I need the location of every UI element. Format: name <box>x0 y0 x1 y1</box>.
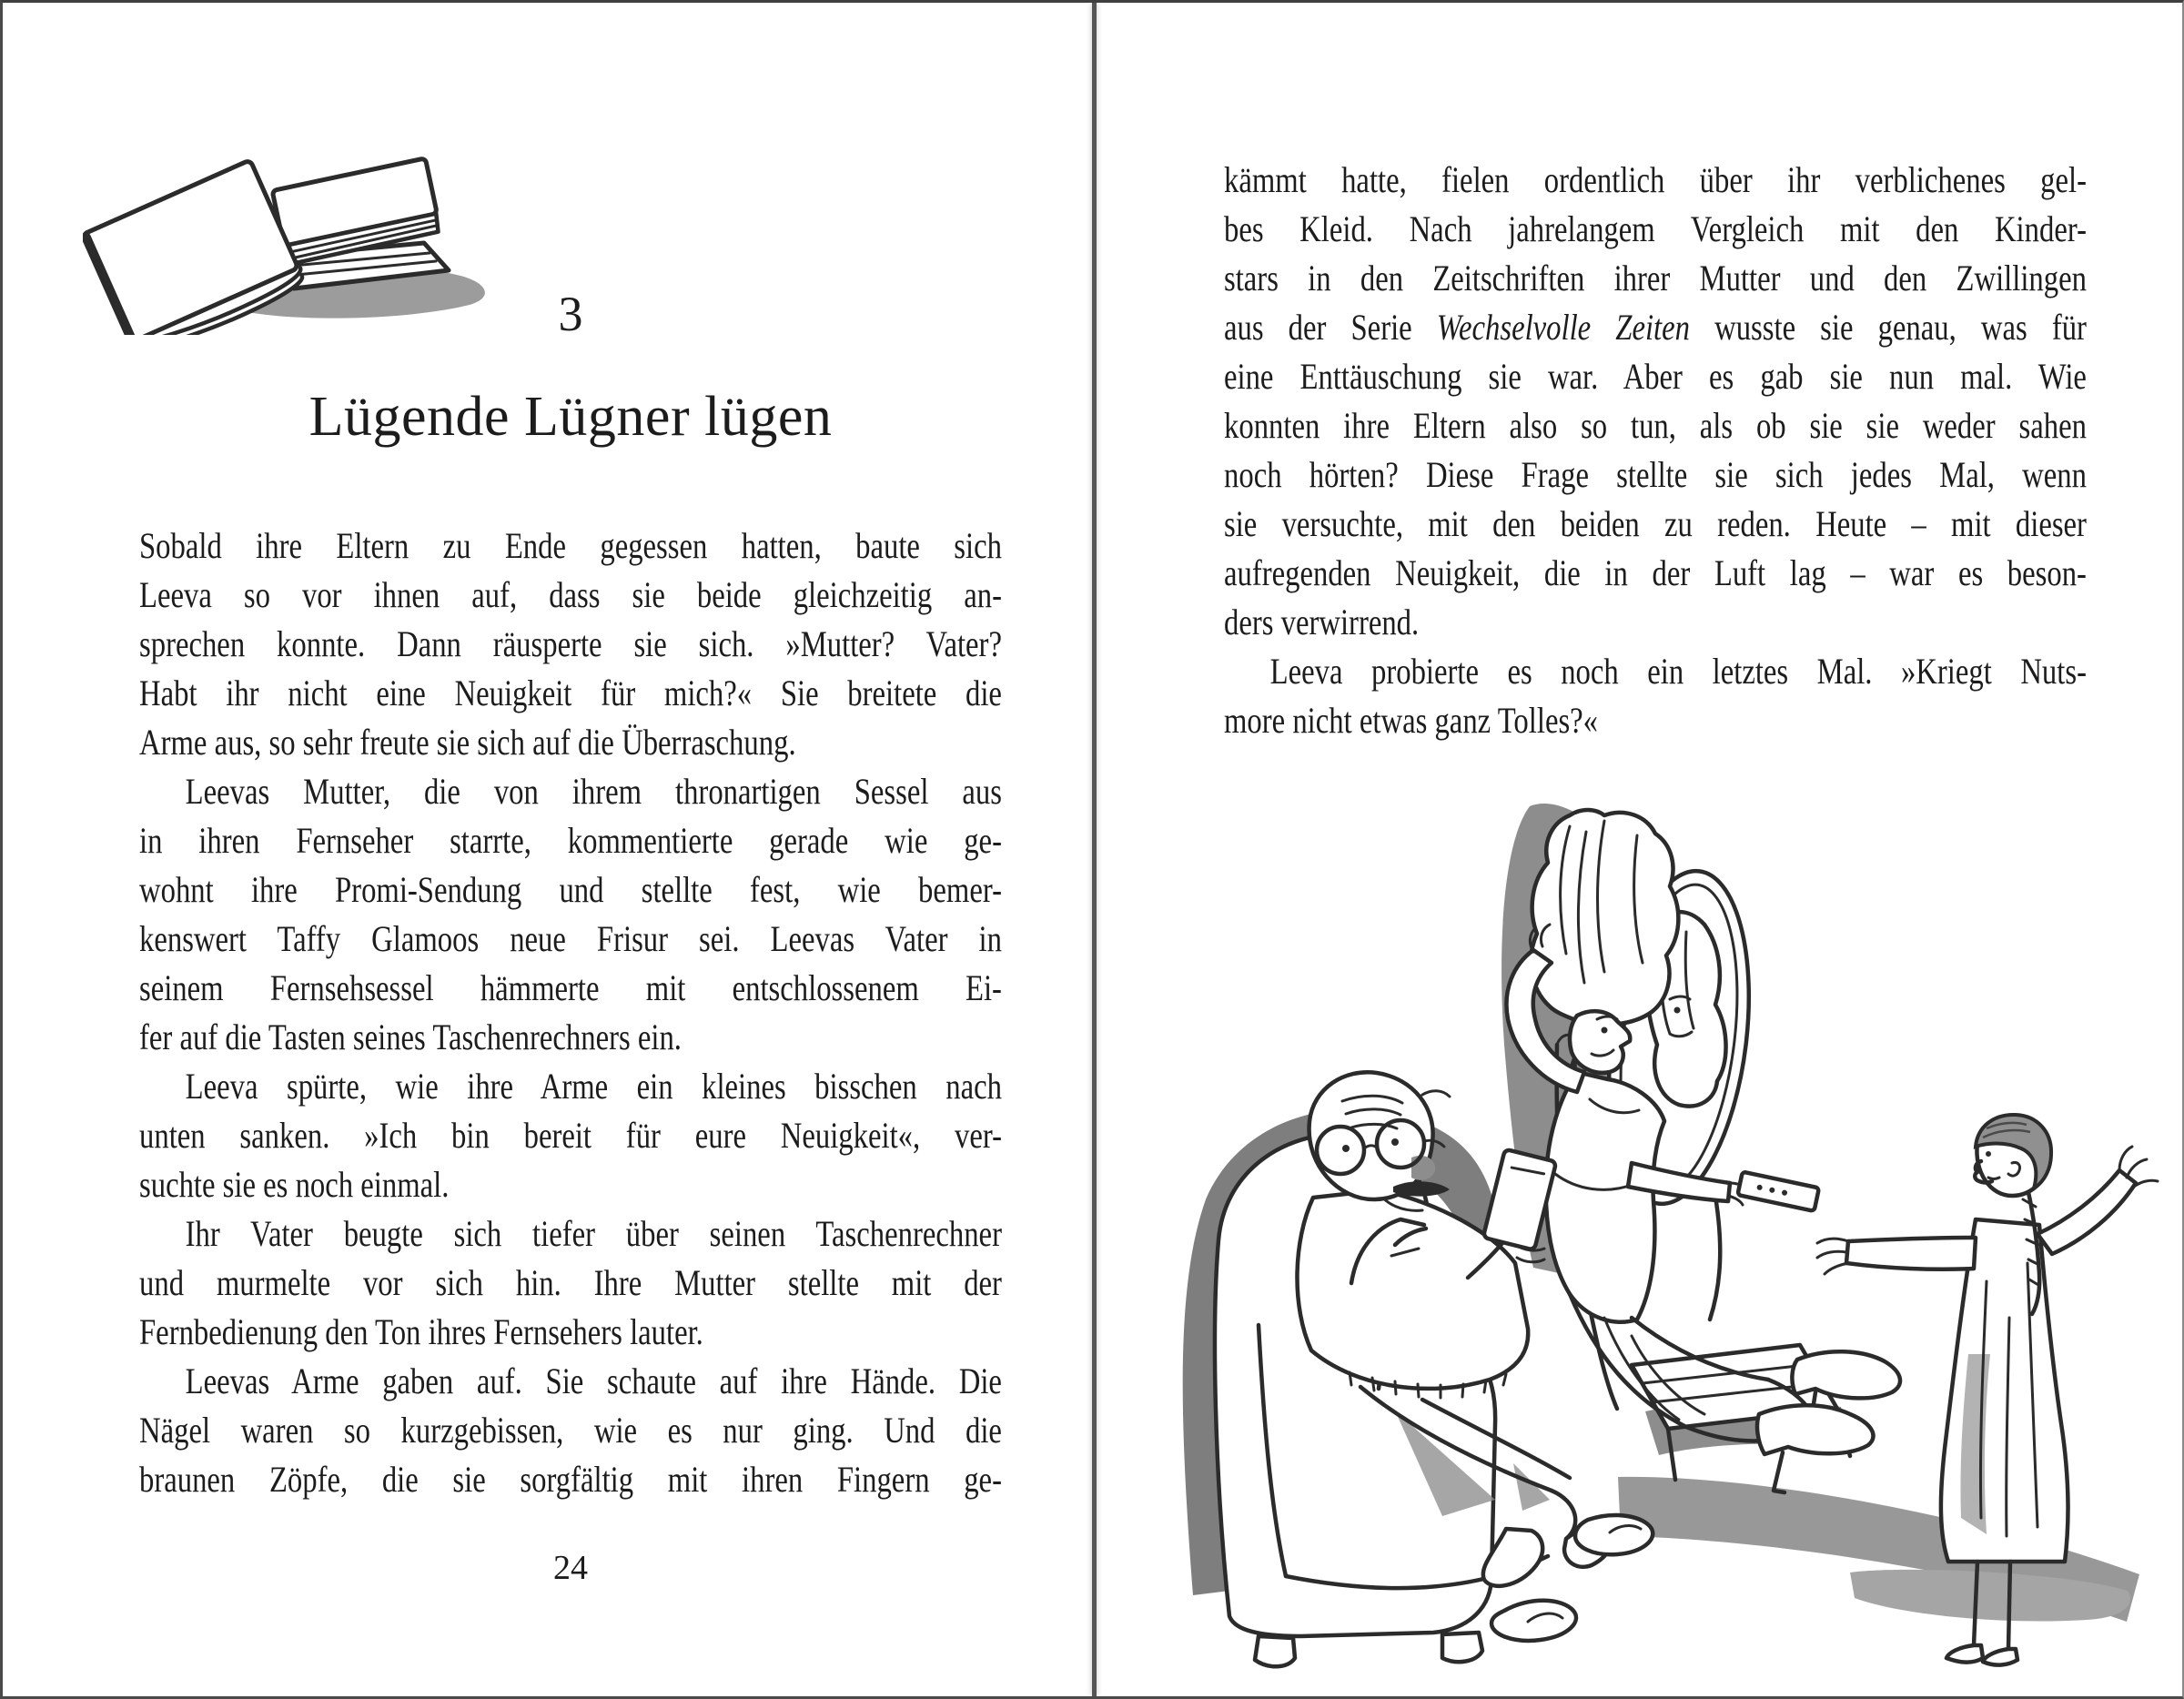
text-line: bes Kleid. Nach jahrelangem Vergleich mit den Kinder- <box>1224 208 2087 249</box>
text-line: fer auf die Tasten seines Taschenrechners ein. <box>139 1016 682 1057</box>
chapter-number: 3 <box>558 287 583 341</box>
text-line: aus der Serie Wechselvolle Zeiten wusste sie genau, was für <box>1224 307 2087 348</box>
text-line: more nicht etwas ganz Tolles?« <box>1224 700 1599 741</box>
page-left <box>3 3 1092 1696</box>
girl-head <box>1975 1115 2051 1196</box>
text-line: in ihren Fernseher starrte, kommentierte gerade wie ge- <box>139 820 1002 861</box>
text-line: kenswert Taffy Glamoos neue Frisur sei. Leevas Vater in <box>139 918 1002 959</box>
text-line: sprechen konnte. Dann räusperte sie sich. »Mutter? Vater? <box>139 623 1002 664</box>
left-page-text <box>139 521 1002 1504</box>
page-right <box>1097 3 2184 1696</box>
text-line: Leeva so vor ihnen auf, dass sie beide gleichzeitig an- <box>139 574 1002 615</box>
text-line: Sobald ihre Eltern zu Ende gegessen hatten, baute sich <box>139 525 1002 566</box>
text-line: suchte sie es noch einmal. <box>139 1164 450 1205</box>
text-line: braunen Zöpfe, die sie sorgfältig mit ihren Fingern ge- <box>139 1459 1002 1500</box>
text-line: Fernbedienung den Ton ihres Fernsehers lauter. <box>139 1311 703 1352</box>
text-line: stars in den Zeitschriften ihrer Mutter und den Zwillingen <box>1224 258 2087 298</box>
page-number: 24 <box>553 1549 588 1587</box>
text-line: aufregenden Neuigkeit, die in der Luft lag – war es beson- <box>1224 552 2087 593</box>
text-line: Ihr Vater beugte sich tiefer über seinen Taschenrechner <box>185 1213 1002 1254</box>
right-page-text <box>1224 156 2087 745</box>
text-line: noch hörten? Diese Frage stellte sie sich jedes Mal, wenn <box>1224 454 2087 495</box>
text-line: Arme aus, so sehr freute sie sich auf die Überraschung. <box>139 722 796 763</box>
text-line: sie versuchte, mit den beiden zu reden. Heute – mit dieser <box>1224 503 2087 544</box>
text-line: Leeva probierte es noch ein letztes Mal. »Kriegt Nuts- <box>1269 651 2087 692</box>
text-line: Leevas Arme gaben auf. Sie schaute auf ihre Hände. Die <box>185 1360 1002 1401</box>
high-heel-shoe <box>1792 1351 1900 1398</box>
high-heel-shoe <box>1757 1405 1874 1454</box>
text-line: kämmt hatte, fielen ordentlich über ihr verblichenes gel- <box>1224 159 2087 200</box>
text-line: wohnt ihre Promi-Sendung und stellte fest, wie bemer- <box>139 869 1002 910</box>
text-line: unten sanken. »Ich bin bereit für eure Neuigkeit«, ver- <box>139 1115 1002 1156</box>
text-line: Habt ihr nicht eine Neuigkeit für mich?« Sie breitete die <box>139 673 1002 713</box>
text-line: konnten ihre Eltern also so tun, als ob sie sie weder sahen <box>1224 405 2087 446</box>
text-line: und murmelte vor sich hin. Ihre Mutter stellte mit der <box>139 1262 1002 1303</box>
text-line: Leevas Mutter, die von ihrem thronartigen Sessel aus <box>185 771 1002 812</box>
family-scene-illustration <box>1122 772 2178 1691</box>
text-line: Leeva spürte, wie ihre Arme ein kleines bisschen nach <box>185 1066 1002 1107</box>
tv-remote <box>1737 1172 1819 1211</box>
text-line: eine Enttäuschung sie war. Aber es gab sie nun mal. Wie <box>1224 356 2087 397</box>
text-line: ders verwirrend. <box>1224 602 1420 642</box>
text-line: seinem Fernsehsessel hämmerte mit entschlossenem Ei- <box>139 967 1002 1008</box>
chapter-title: Lügende Lügner lügen <box>308 386 833 448</box>
text-line: Nägel waren so kurzgebissen, wie es nur ging. Und die <box>139 1410 1002 1451</box>
